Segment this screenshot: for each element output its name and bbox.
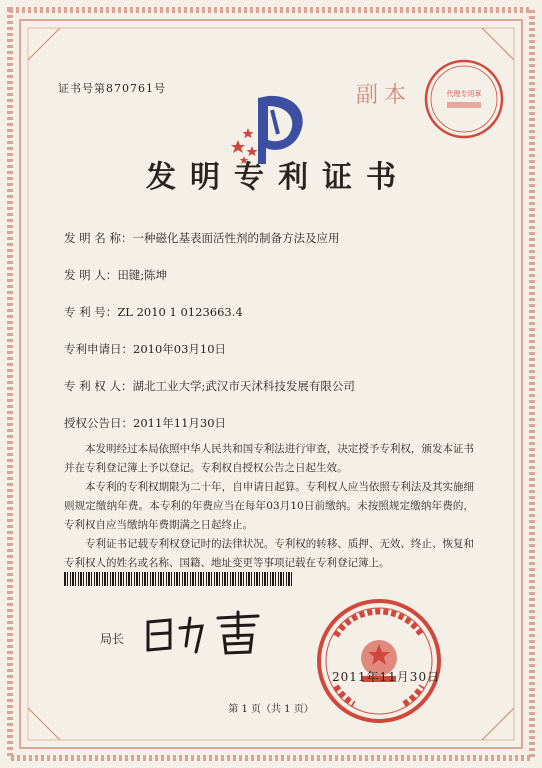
patentee-field (64, 378, 355, 394)
field-label: 专利申请日： (64, 342, 133, 356)
field-value: 2011年11月30日 (133, 416, 227, 430)
field-label: 专 利 权 人： (64, 379, 133, 393)
paragraph-term: 本专利的专利权期限为二十年，自申请日起算。专利权人应当依照专利法及其实施细则规定缴纳年费。本专利的年费应当在每年03月10日前缴纳。未按照规定缴纳年费的，专利权自应当缴纳年费期满之日起终止。 (64, 481, 474, 531)
copy-mark: 副本 (356, 83, 413, 108)
field-label: 发 明 名 称： (64, 231, 133, 245)
field-value: 2010年03月10日 (133, 342, 227, 356)
svg-text:代理专用章: 代理专用章 (446, 90, 482, 98)
field-value: 田键;陈坤 (117, 268, 168, 282)
invention-name-field (64, 230, 339, 246)
field-label: 授权公告日： (64, 416, 133, 430)
director-signature (140, 608, 270, 658)
field-value: ZL 2010 1 0123663.4 (117, 305, 243, 319)
patent-number-field (64, 304, 243, 320)
paragraph-grant: 本发明经过本局依照中华人民共和国专利法进行审查，决定授予专利权，颁发本证书并在专利登记簿上予以登记。专利权自授权公告之日起生效。 (64, 443, 474, 474)
application-date-field (64, 341, 226, 357)
field-value: 湖北工业大学;武汉市天沭科技发展有限公司 (132, 379, 355, 393)
inventor-field (64, 267, 167, 283)
barcode (64, 572, 292, 586)
field-label: 发 明 人： (64, 268, 118, 282)
certificate-number: 证书号第870761号 (58, 82, 166, 95)
field-label: 专 利 号： (64, 305, 118, 319)
paragraph-legal-status: 专利证书记载专利权登记时的法律状况。专利权的转移、质押、无效、终止、恢复和专利权人的姓名或名称、国籍、地址变更等事项记载在专利登记簿上。 (64, 538, 474, 569)
certificate-title: 发明专利证书 (146, 160, 410, 195)
issue-date: 2011年11月30日 (332, 670, 441, 684)
page-number: 第 1 页（共 1 页） (228, 704, 314, 715)
signatory-label: 局长 (100, 632, 125, 646)
field-value: 一种磁化基表面活性剂的制备方法及应用 (132, 231, 340, 245)
grant-date-field (64, 415, 226, 431)
agency-seal (423, 58, 505, 140)
